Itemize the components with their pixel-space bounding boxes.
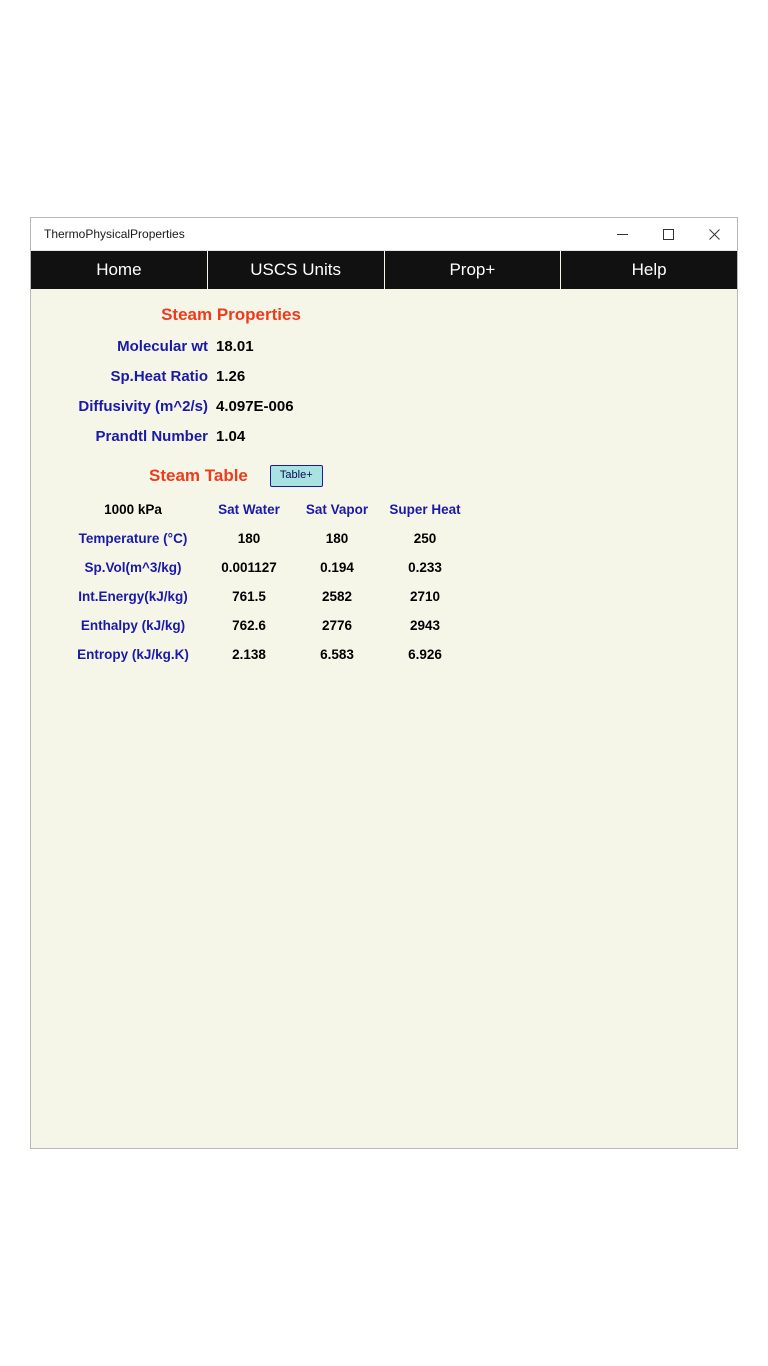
row-label-temperature: Temperature (°C) [78, 531, 188, 546]
table-row [61, 524, 469, 553]
cell-value: 180 [325, 531, 349, 546]
property-label: Sp.Heat Ratio [110, 368, 208, 385]
steam-table-title: Steam Table [149, 466, 248, 485]
property-value: 18.01 [216, 338, 254, 355]
table-header-row [61, 495, 469, 524]
cell-value: 2.138 [232, 647, 266, 662]
close-icon[interactable] [691, 218, 737, 251]
cell-value: 762.6 [232, 618, 266, 633]
window-title: ThermoPhysicalProperties [44, 227, 185, 241]
menu-item-uscs-units[interactable]: USCS Units [208, 251, 385, 289]
cell-value: 6.583 [320, 647, 354, 662]
steam-properties-title: Steam Properties [161, 305, 301, 324]
cell-value: 250 [413, 531, 437, 546]
cell-value: 2710 [409, 589, 441, 604]
column-header-sat-vapor: Sat Vapor [305, 502, 369, 517]
cell-value: 761.5 [232, 589, 266, 604]
property-label: Prandtl Number [95, 428, 208, 445]
column-header-sat-water: Sat Water [218, 502, 280, 517]
cell-value: 0.194 [320, 560, 354, 575]
property-label: Molecular wt [117, 338, 208, 355]
row-label-entropy: Entropy (kJ/kg.K) [77, 647, 189, 662]
menu-item-help[interactable]: Help [561, 251, 737, 289]
property-row-molecular-wt [31, 338, 737, 355]
table-row [61, 640, 469, 669]
property-value: 4.097E-006 [216, 398, 294, 415]
menu-item-home[interactable]: Home [31, 251, 208, 289]
cell-value: 0.233 [408, 560, 442, 575]
cell-value: 0.001127 [221, 560, 277, 575]
table-row [61, 582, 469, 611]
table-row [61, 553, 469, 582]
property-value: 1.26 [216, 368, 246, 385]
property-value: 1.04 [216, 428, 246, 445]
property-row-sp-heat-ratio [31, 368, 737, 385]
cell-value: 2776 [321, 618, 353, 633]
property-label: Diffusivity (m^2/s) [78, 398, 208, 415]
app-window [30, 217, 738, 1149]
table-row [61, 611, 469, 640]
minimize-icon[interactable] [599, 218, 645, 251]
window-controls [599, 218, 737, 251]
row-label-enthalpy: Enthalpy (kJ/kg) [80, 618, 186, 633]
steam-table-header [31, 465, 737, 487]
cell-value: 2943 [409, 618, 441, 633]
menu-bar [31, 251, 737, 289]
property-row-diffusivity [31, 398, 737, 415]
maximize-icon[interactable] [645, 218, 691, 251]
cell-value: 2582 [321, 589, 353, 604]
pressure-label: 1000 kPa [104, 502, 162, 517]
content-area [31, 289, 737, 1148]
column-header-super-heat: Super Heat [389, 502, 461, 517]
title-bar [31, 218, 737, 251]
menu-item-prop-plus[interactable]: Prop+ [385, 251, 562, 289]
steam-table [61, 495, 469, 669]
table-plus-button[interactable]: Table+ [270, 465, 323, 487]
row-label-int-energy: Int.Energy(kJ/kg) [78, 589, 188, 604]
cell-value: 180 [237, 531, 261, 546]
property-row-prandtl-number [31, 428, 737, 445]
row-label-sp-vol: Sp.Vol(m^3/kg) [84, 560, 182, 575]
cell-value: 6.926 [408, 647, 442, 662]
